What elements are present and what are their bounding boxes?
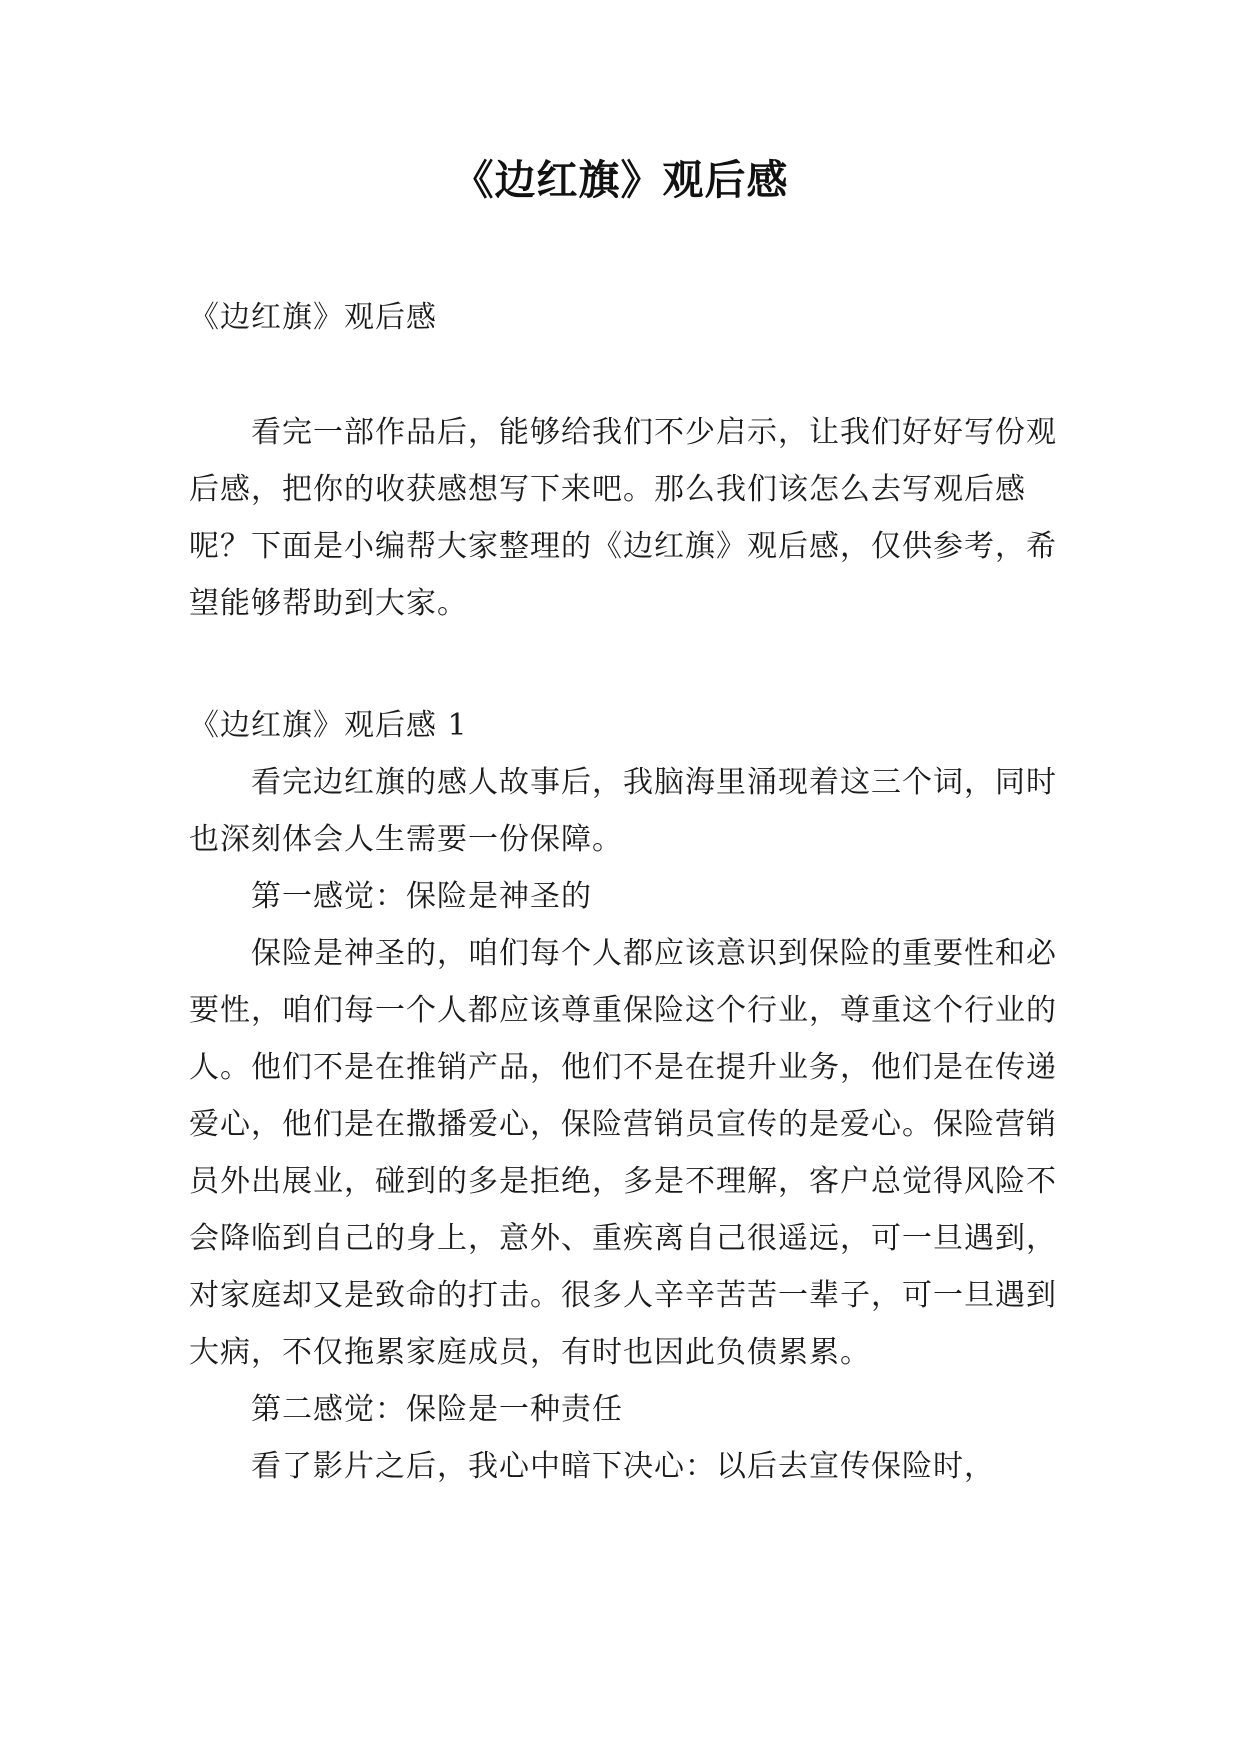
intro-paragraph: 看完一部作品后，能够给我们不少启示，让我们好好写份观后感，把你的收获感想写下来吧。那么我们该怎么去写观后感呢？下面是小编帮大家整理的《边红旗》观后感，仅供参考，希望能够帮助到大家。: [189, 415, 1057, 621]
section-1: [189, 697, 1069, 1495]
document-subtitle: 《边红旗》观后感: [189, 300, 437, 335]
paragraph: 看了影片之后，我心中暗下决心：以后去宣传保险时，: [251, 1449, 995, 1484]
feeling-heading: 第二感觉：保险是一种责任: [251, 1392, 623, 1427]
section-heading: 《边红旗》观后感 1: [189, 708, 468, 743]
paragraph: 看完边红旗的感人故事后，我脑海里涌现着这三个词，同时也深刻体会人生需要一份保障。: [189, 765, 1057, 857]
feeling-heading: 第一感觉：保险是神圣的: [251, 879, 592, 914]
paragraph: 保险是神圣的，咱们每个人都应该意识到保险的重要性和必要性，咱们每一个人都应该尊重保险这个行业，尊重这个行业的人。他们不是在推销产品，他们不是在提升业务，他们是在传递爱心，他们是在撒播爱心，保险营销员宣传的是爱心。保险营销员外出展业，碰到的多是拒绝，多是不理解，客户总觉得风险不会降临到自己的身上，意外、重疾离自己很遥远，可一旦遇到，对家庭却又是致命的打击。很多人辛辛苦苦一辈子，可一旦遇到大病，不仅拖累家庭成员，有时也因此负债累累。: [189, 936, 1057, 1370]
document-title: 《边红旗》观后感: [452, 156, 789, 204]
